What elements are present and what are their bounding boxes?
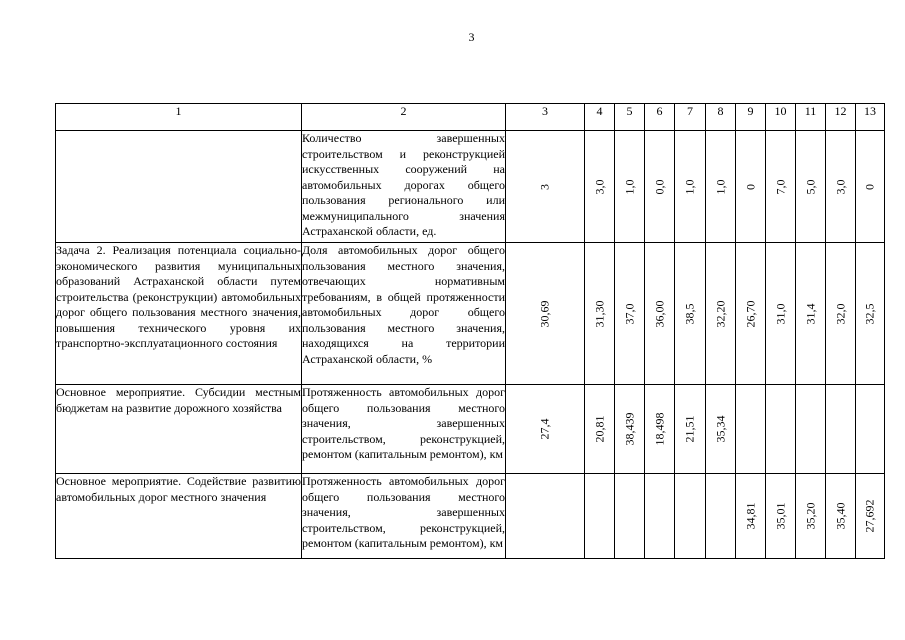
value-text: 31,30 — [591, 300, 606, 327]
header-cell: 9 — [736, 104, 766, 131]
value-cell — [645, 243, 675, 385]
value-cell — [856, 385, 885, 474]
value-text: 1,0 — [682, 179, 697, 194]
value-text: 27,4 — [537, 418, 552, 440]
value-cell — [645, 131, 675, 243]
value-cell — [585, 243, 615, 385]
value-cell — [766, 243, 796, 385]
header-cell: 12 — [826, 104, 856, 131]
value-cell — [796, 131, 826, 243]
value-text: 31,4 — [802, 303, 817, 324]
value-text: 30,69 — [537, 300, 552, 327]
value-cell — [736, 385, 766, 474]
value-cell — [796, 474, 826, 559]
value-cell — [826, 385, 856, 474]
value-text: 35,01 — [772, 502, 787, 530]
value-text: 20,81 — [591, 415, 606, 443]
indicator-cell: Протяженность автомобильных дорог общего пользования местного значения, завершенных строительством, реконструкцией, ремонтом (капитальным ремонтом), км — [302, 385, 506, 474]
task-cell: Задача 2. Реализация потенциала социально-экономического развития муниципальных образований Астраханской области путем строительства (реконструкции) автомобильных дорог общего пользования местного значения, повышения технического уровня их транспортно-эксплуатационного состояния — [56, 243, 302, 385]
header-cell: 11 — [796, 104, 826, 131]
header-cell: 13 — [856, 104, 885, 131]
value-cell — [615, 131, 645, 243]
value-cell — [706, 131, 736, 243]
value-cell — [856, 131, 885, 243]
value-cell — [826, 131, 856, 243]
value-text: 35,20 — [802, 502, 817, 530]
table-row — [56, 131, 885, 243]
header-cell: 5 — [615, 104, 645, 131]
value-cell — [706, 474, 736, 559]
value-text: 3,0 — [832, 179, 847, 194]
value-text: 38,5 — [682, 303, 697, 324]
value-cell — [585, 131, 615, 243]
header-cell: 3 — [506, 104, 585, 131]
value-cell — [736, 131, 766, 243]
indicator-cell: Количество завершенных строительством и реконструкцией искусственных сооружений на автомобильных дорогах общего пользования регионального или межмуниципального значения Астраханской области, ед. — [302, 131, 506, 243]
header-cell: 1 — [56, 104, 302, 131]
value-cell — [706, 385, 736, 474]
value-text: 0 — [742, 183, 757, 190]
header-cell: 7 — [675, 104, 706, 131]
value-cell — [506, 131, 585, 243]
value-cell — [506, 385, 585, 474]
value-cell — [645, 385, 675, 474]
value-text: 38,439 — [621, 412, 636, 446]
value-cell — [796, 243, 826, 385]
value-text: 21,51 — [682, 415, 697, 443]
value-cell — [856, 243, 885, 385]
indicator-cell: Доля автомобильных дорог общего пользования местного значения, отвечающих нормативным требованиям, в общей протяженности автомобильных дорог общего пользования местного значения, находящихся на территории Астраханской области, % — [302, 243, 506, 385]
value-text: 0,0 — [651, 179, 666, 194]
value-cell — [796, 385, 826, 474]
value-cell — [645, 474, 675, 559]
value-text: 1,0 — [621, 179, 636, 194]
value-cell — [675, 131, 706, 243]
value-cell — [736, 243, 766, 385]
value-cell — [766, 474, 796, 559]
header-cell: 8 — [706, 104, 736, 131]
value-text: 18,498 — [651, 412, 666, 446]
value-cell — [506, 243, 585, 385]
value-cell — [675, 385, 706, 474]
task-cell — [56, 131, 302, 243]
value-cell — [736, 474, 766, 559]
value-cell — [615, 385, 645, 474]
value-text: 34,81 — [742, 502, 757, 530]
value-text: 35,40 — [832, 502, 847, 530]
value-text: 35,34 — [712, 415, 727, 443]
header-row — [56, 104, 885, 131]
value-text: 5,0 — [802, 179, 817, 194]
value-text: 26,70 — [742, 300, 757, 327]
task-cell: Основное мероприятие. Субсидии местным бюджетам на развитие дорожного хозяйства — [56, 385, 302, 474]
header-cell: 4 — [585, 104, 615, 131]
value-text: 36,00 — [651, 300, 666, 327]
value-text: 3 — [537, 183, 552, 190]
value-text: 3,0 — [591, 179, 606, 194]
value-text: 32,20 — [712, 300, 727, 327]
value-cell — [585, 385, 615, 474]
value-cell — [766, 131, 796, 243]
indicator-cell: Протяженность автомобильных дорог общего пользования местного значения, завершенных строительством, реконструкцией, ремонтом (капитальным ремонтом), км — [302, 474, 506, 559]
value-cell — [706, 243, 736, 385]
value-cell — [826, 243, 856, 385]
header-cell: 10 — [766, 104, 796, 131]
page-number: 3 — [468, 30, 475, 44]
table-row — [56, 243, 885, 385]
value-text: 27,692 — [862, 499, 877, 533]
value-text: 31,0 — [772, 303, 787, 324]
table-row — [56, 385, 885, 474]
value-cell — [506, 474, 585, 559]
header-cell: 6 — [645, 104, 675, 131]
value-text: 32,5 — [862, 303, 877, 324]
header-cell: 2 — [302, 104, 506, 131]
value-cell — [856, 474, 885, 559]
value-cell — [826, 474, 856, 559]
value-text: 37,0 — [621, 303, 636, 324]
value-cell — [615, 474, 645, 559]
value-cell — [585, 474, 615, 559]
value-text: 7,0 — [772, 179, 787, 194]
value-cell — [615, 243, 645, 385]
task-cell: Основное мероприятие. Содействие развитию автомобильных дорог местного значения — [56, 474, 302, 559]
value-text: 0 — [862, 183, 877, 190]
value-text: 32,0 — [832, 303, 847, 324]
indicators-table — [55, 103, 885, 559]
value-cell — [675, 243, 706, 385]
table-row — [56, 474, 885, 559]
value-text: 1,0 — [712, 179, 727, 194]
value-cell — [766, 385, 796, 474]
value-cell — [675, 474, 706, 559]
